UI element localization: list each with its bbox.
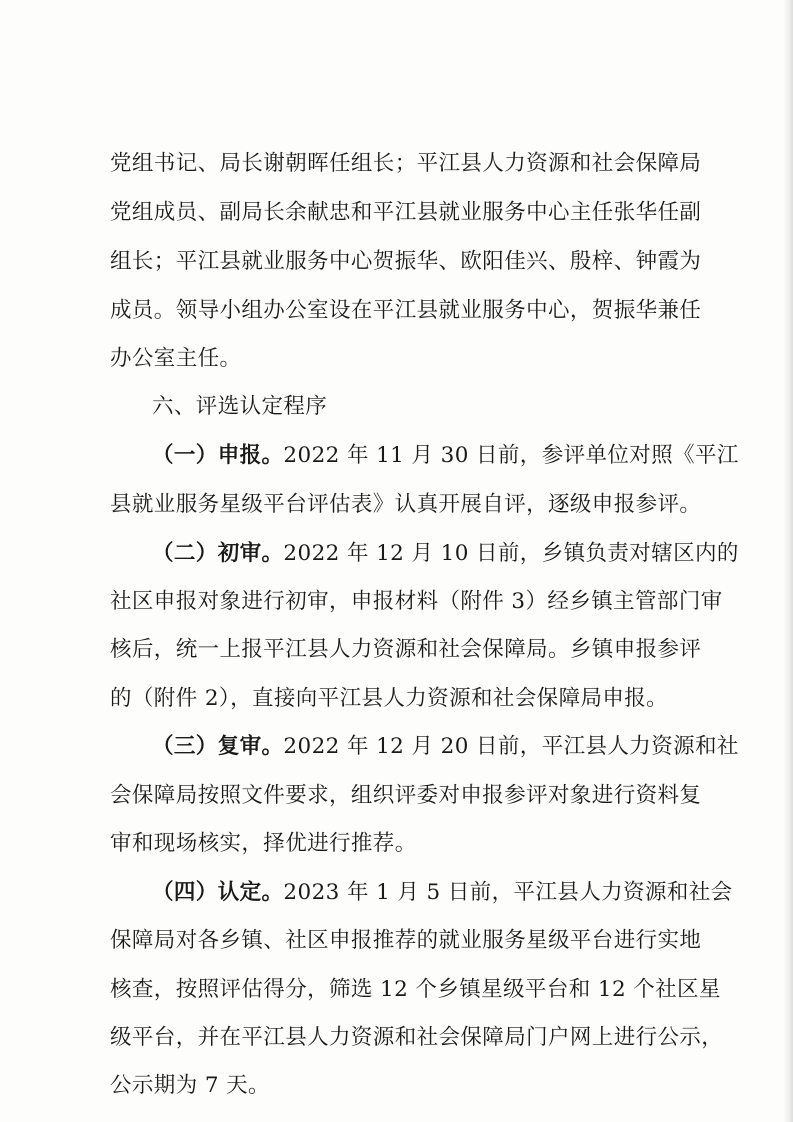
body-text-line: 的（附件 2），直接向平江县人力资源和社会保障局申报。 — [110, 686, 669, 711]
body-text-line: 党组书记、局长谢朝晖任组长；平江县人力资源和社会保障局 — [110, 151, 702, 176]
body-text-line: 办公室主任。 — [110, 346, 242, 371]
body-text-line: 党组成员、副局长余献忠和平江县就业服务中心主任张华任副 — [110, 200, 702, 225]
section-heading: 六、评选认定程序 — [152, 394, 328, 419]
body-text-line: 审和现场核实，择优进行推荐。 — [110, 831, 417, 856]
scan-edge-shadow — [783, 0, 793, 1122]
body-text-line: 公示期为 7 天。 — [110, 1073, 270, 1098]
paragraph-text: 2022 年 11 月 30 日前，参评单位对照《平江 — [283, 443, 739, 468]
body-text-line: 保障局对各乡镇、社区申报推荐的就业服务星级平台进行实地 — [110, 928, 702, 953]
paragraph-text: 2022 年 12 月 10 日前，乡镇负责对辖区内的 — [283, 541, 739, 566]
paragraph-first-line — [152, 877, 733, 909]
body-text-line: 核查，按照评估得分，筛选 12 个乡镇星级平台和 12 个社区星 — [110, 977, 721, 1002]
paragraph-text: 2022 年 12 月 20 日前，平江县人力资源和社 — [283, 734, 739, 759]
body-text-line: 组长；平江县就业服务中心贺振华、欧阳佳兴、殷梓、钟霞为 — [110, 249, 702, 274]
body-text-line: 核后，统一上报平江县人力资源和社会保障局。乡镇申报参评 — [110, 637, 702, 662]
paragraph-first-line — [152, 440, 739, 472]
paragraph-first-line — [152, 538, 739, 570]
paragraph-first-line — [152, 731, 739, 763]
body-text-line: 成员。领导小组办公室设在平江县就业服务中心，贺振华兼任 — [110, 298, 702, 323]
paragraph-label: （三）复审。 — [152, 734, 284, 759]
paragraph-label: （一）申报。 — [152, 443, 284, 468]
paragraph-label: （二）初审。 — [152, 541, 284, 566]
body-text-line: 级平台，并在平江县人力资源和社会保障局门户网上进行公示， — [110, 1025, 724, 1050]
paragraph-text: 2023 年 1 月 5 日前，平江县人力资源和社会 — [283, 880, 733, 905]
body-text-line: 县就业服务星级平台评估表》认真开展自评，逐级申报参评。 — [110, 492, 702, 517]
body-text-line: 社区申报对象进行初审，申报材料（附件 3）经乡镇主管部门审 — [110, 589, 723, 614]
body-text-line: 会保障局按照文件要求，组织评委对申报参评对象进行资料复 — [110, 783, 702, 808]
paragraph-label: （四）认定。 — [152, 880, 284, 905]
